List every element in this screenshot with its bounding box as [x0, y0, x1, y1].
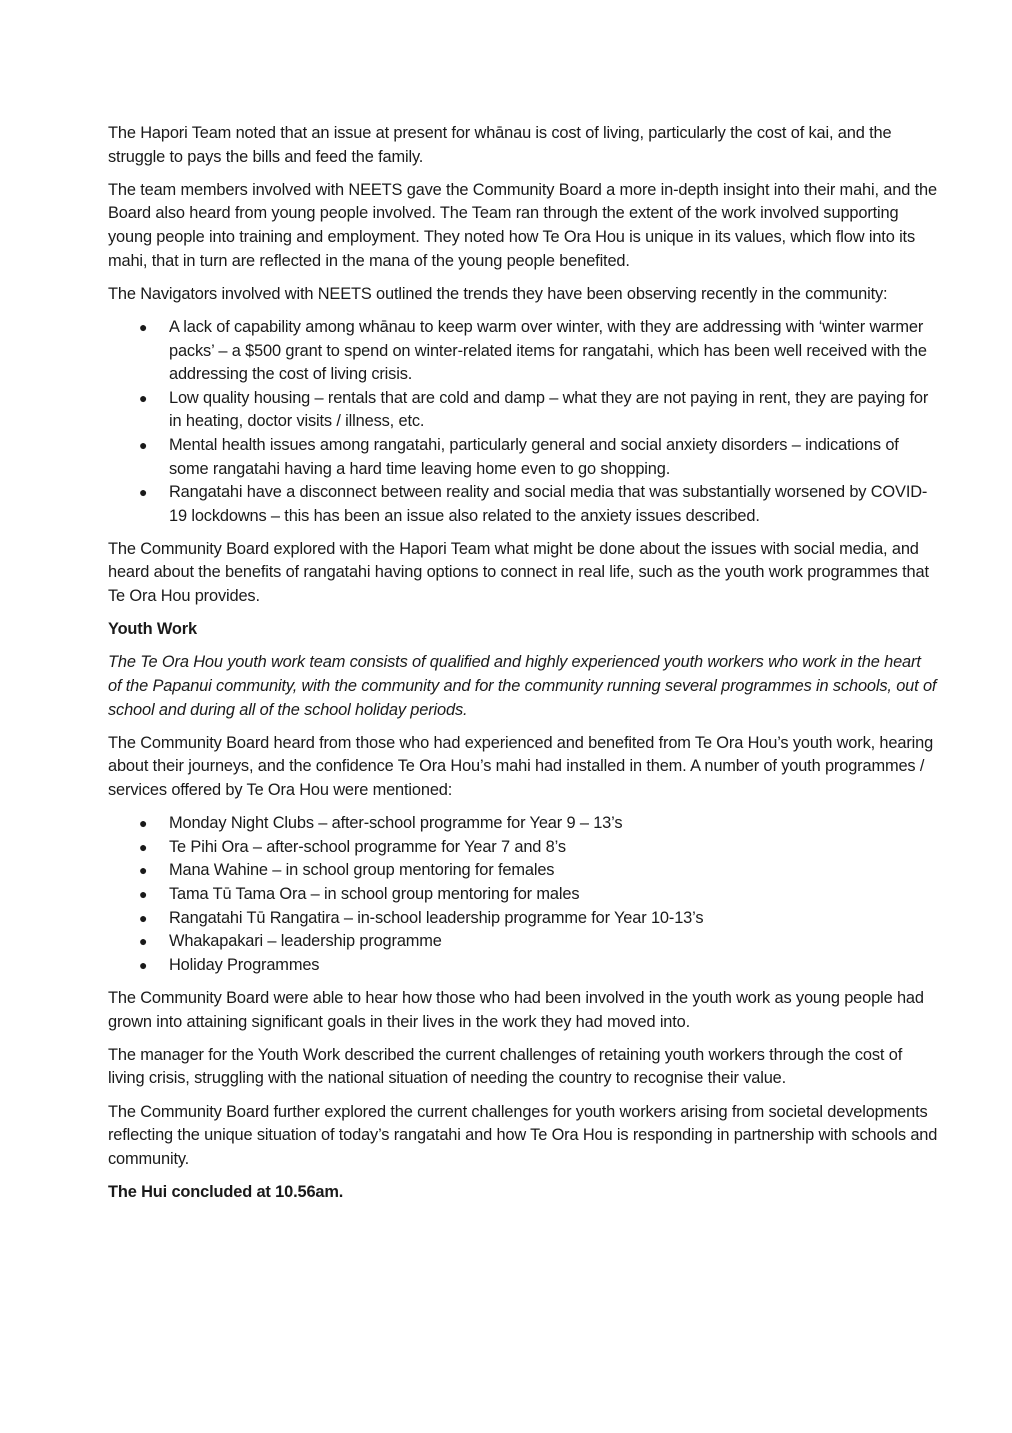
section-heading-youth-work: Youth Work	[108, 620, 197, 639]
list-item	[108, 836, 938, 860]
list-item-text: Te Pihi Ora – after-school programme for Year 7 and 8’s	[169, 837, 566, 856]
list-item	[108, 859, 938, 883]
list-item	[108, 930, 938, 954]
bullet-icon: ●	[139, 436, 148, 453]
trends-list	[108, 316, 938, 528]
paragraph-cost-of-living: The Hapori Team noted that an issue at present for whānau is cost of living, particularly the cost of kai, and the struggle to pays the bills and feed the family.	[108, 124, 892, 166]
programmes-list	[108, 812, 938, 977]
list-item-text: A lack of capability among whānau to keep warm over winter, with they are addressing with ‘winter warmer packs’ – a $500 grant to spend on winter-related items for rangatahi, which has been well received with the addressing the cost of living crisis.	[169, 317, 927, 384]
paragraph-manager-challenges: The manager for the Youth Work described the current challenges of retaining youth workers through the cost of living crisis, struggling with the national situation of needing the country to recognise their value.	[108, 1045, 903, 1088]
bullet-icon: ●	[139, 815, 148, 832]
bullet-icon: ●	[139, 389, 148, 406]
document-page	[108, 122, 938, 1204]
paragraph-societal-developments: The Community Board further explored the current challenges for youth workers arising from societal developments reflecting the unique situation of today’s rangatahi and how Te Ora Hou is responding in partnership with schools and community.	[108, 1102, 938, 1168]
list-item	[108, 481, 938, 528]
paragraph-youth-goals: The Community Board were able to hear how those who had been involved in the youth work as young people had grown into attaining significant goals in their lives in the work they had moved into.	[108, 988, 924, 1031]
paragraph-youth-programmes-intro: The Community Board heard from those who had experienced and benefited from Te Ora Hou’s youth work, hearing about their journeys, and the confidence Te Ora Hou’s mahi had installed in them. A number of youth programmes / services offered by Te Ora Hou were mentioned:	[108, 733, 934, 799]
list-item	[108, 907, 938, 931]
list-item-text: Holiday Programmes	[169, 955, 320, 974]
list-item	[108, 883, 938, 907]
bullet-icon: ●	[139, 862, 148, 879]
list-item-text: Tama Tū Tama Ora – in school group mentoring for males	[169, 884, 580, 903]
list-item-text: Whakapakari – leadership programme	[169, 932, 442, 951]
paragraph-neets-team: The team members involved with NEETS gave the Community Board a more in-depth insight into their mahi, and the Board also heard from young people involved. The Team ran through the extent of the work involved supporting young people into training and employment. They noted how Te Ora Hou is unique in its values, which flow into its mahi, that in turn are reflected in the mana of the young people benefited.	[108, 180, 937, 270]
list-item-text: Mental health issues among rangatahi, particularly general and social anxiety disorders – indications of some rangatahi having a hard time leaving home even to go shopping.	[169, 435, 899, 478]
paragraph-navigators-intro: The Navigators involved with NEETS outlined the trends they have been observing recently in the community:	[108, 284, 888, 303]
list-item	[108, 387, 938, 434]
paragraph-social-media: The Community Board explored with the Hapori Team what might be done about the issues with social media, and heard about the benefits of rangatahi having options to connect in real life, such as the youth work programmes that Te Ora Hou provides.	[108, 539, 929, 606]
list-item	[108, 434, 938, 481]
bullet-icon: ●	[139, 933, 148, 950]
list-item	[108, 316, 938, 387]
bullet-icon: ●	[139, 956, 148, 973]
bullet-icon: ●	[139, 318, 148, 335]
bullet-icon: ●	[139, 484, 148, 501]
list-item	[108, 954, 938, 978]
list-item-text: Low quality housing – rentals that are cold and damp – what they are not paying in rent, they are paying for in heating, doctor visits / illness, etc.	[169, 388, 929, 431]
list-item-text: Rangatahi have a disconnect between reality and social media that was substantially worsened by COVID-19 lockdowns – this has been an issue also related to the anxiety issues described.	[169, 483, 928, 525]
bullet-icon: ●	[139, 885, 148, 902]
list-item	[108, 812, 938, 836]
closing-statement: The Hui concluded at 10.56am.	[108, 1182, 344, 1201]
list-item-text: Mana Wahine – in school group mentoring for females	[169, 861, 555, 880]
bullet-icon: ●	[139, 838, 148, 855]
list-item-text: Monday Night Clubs – after-school programme for Year 9 – 13’s	[169, 814, 623, 833]
paragraph-youth-work-intro: The Te Ora Hou youth work team consists of qualified and highly experienced youth workers who work in the heart of the Papanui community, with the community and for the community running several programmes in schools, out of school and during all of the school holiday periods.	[108, 653, 937, 719]
bullet-icon: ●	[139, 909, 148, 926]
list-item-text: Rangatahi Tū Rangatira – in-school leadership programme for Year 10-13’s	[169, 908, 704, 927]
